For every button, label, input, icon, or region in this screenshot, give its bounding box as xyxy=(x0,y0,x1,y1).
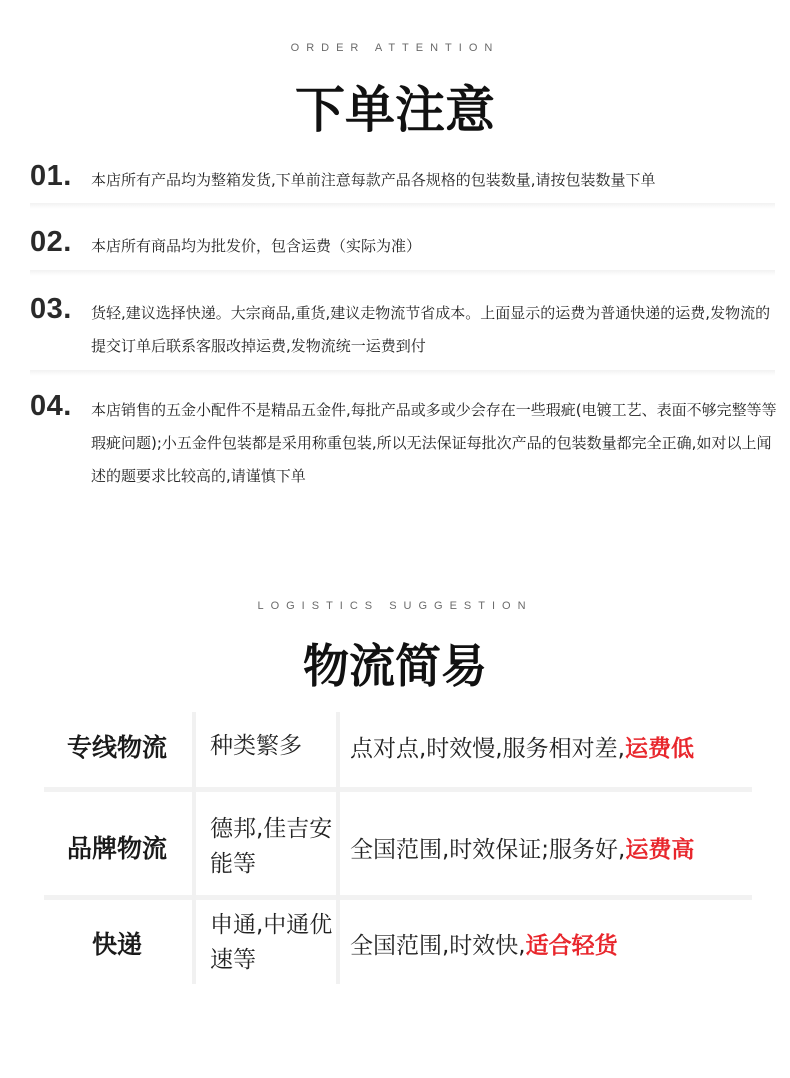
logistics-examples: 申通,中通优速等 xyxy=(210,912,333,973)
logistics-row xyxy=(42,903,754,983)
order-note xyxy=(30,226,780,266)
divider xyxy=(30,270,775,276)
note-text: 本店所有商品均为批发价，包含运费（实际为准） xyxy=(91,237,422,255)
highlight-text: 运费高 xyxy=(625,836,695,863)
divider xyxy=(30,370,775,376)
column-divider xyxy=(336,712,340,984)
order-note xyxy=(30,160,780,200)
description-text: 点对点,时效慢,服务相对差, xyxy=(350,735,625,762)
order-title: 下单注意 xyxy=(295,81,495,139)
highlight-text: 适合轻货 xyxy=(525,932,618,959)
description-text: 全国范围,时效快, xyxy=(350,932,526,959)
note-text: 本店销售的五金小配件不是精品五金件,每批产品或多或少会存在一些瑕疵(电镀工艺、表面不够完整等等瑕疵问题);小五金件包装都是采用称重包装,所以无法保证每批次产品的包装数量都完全正确,如对以上闻述的题要求比较高的,请谨慎下单 xyxy=(91,401,777,485)
logistics-eyebrow: LOGISTICS SUGGESTION xyxy=(257,600,533,612)
note-number: 04. xyxy=(30,390,72,422)
logistics-row xyxy=(42,805,754,889)
description-text: 全国范围,时效保证;服务好, xyxy=(350,836,626,863)
order-note xyxy=(30,390,780,500)
logistics-type: 快递 xyxy=(91,930,142,959)
note-number: 02. xyxy=(30,226,72,258)
column-divider xyxy=(192,712,196,984)
note-text: 货轻,建议选择快递。大宗商品,重货,建议走物流节省成本。上面显示的运费为普通快递的运费,发物流的提交订单后联系客服改掉运费,发物流统一运费到付 xyxy=(91,304,771,355)
logistics-type: 专线物流 xyxy=(66,733,167,762)
highlight-text: 运费低 xyxy=(624,735,694,762)
logistics-type: 品牌物流 xyxy=(66,834,167,863)
order-eyebrow: ORDER ATTENTION xyxy=(290,42,500,54)
note-number: 01. xyxy=(30,160,72,192)
table-divider xyxy=(44,787,752,792)
logistics-description xyxy=(338,805,754,889)
logistics-description xyxy=(338,903,754,983)
logistics-row xyxy=(42,715,754,777)
order-note xyxy=(30,293,780,369)
note-number: 03. xyxy=(30,293,72,325)
logistics-description xyxy=(338,715,754,777)
logistics-examples: 德邦,佳吉安能等 xyxy=(210,816,333,877)
logistics-title: 物流简易 xyxy=(303,639,487,693)
logistics-examples: 种类繁多 xyxy=(210,732,302,759)
table-divider xyxy=(44,895,752,900)
divider xyxy=(30,203,775,209)
note-text: 本店所有产品均为整箱发货,下单前注意每款产品各规格的包装数量,请按包装数量下单 xyxy=(91,171,656,189)
